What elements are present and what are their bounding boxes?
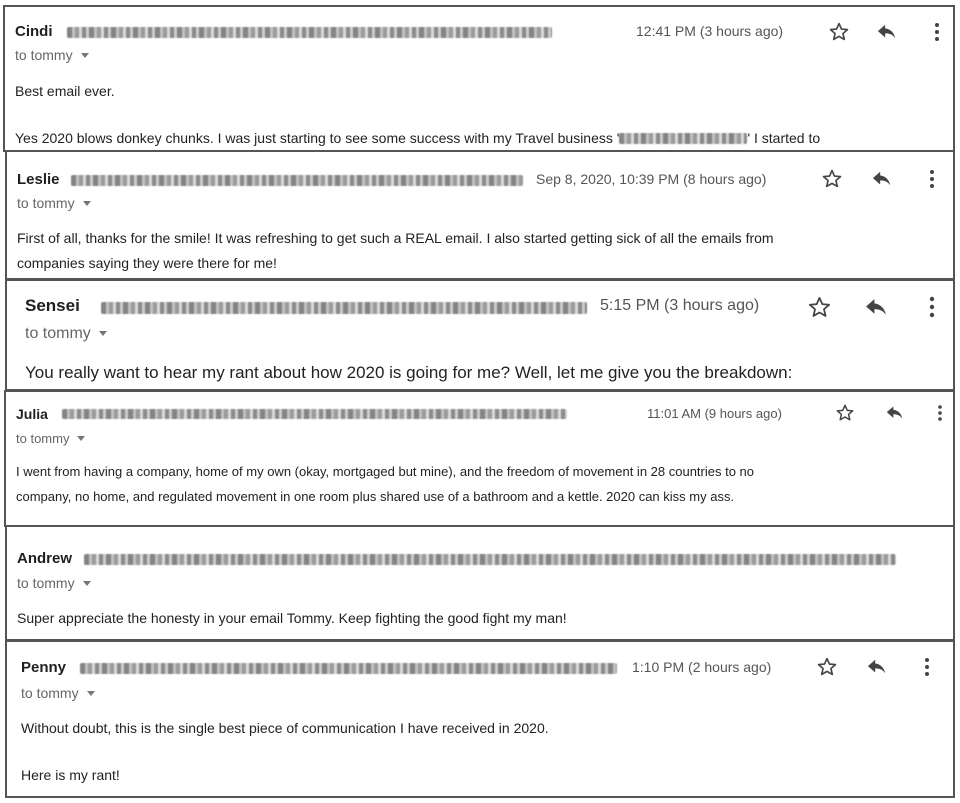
sender-name[interactable]: Cindi [15,23,53,40]
timestamp: Sep 8, 2020, 10:39 PM (8 hours ago) [536,171,767,187]
message-body-line: Super appreciate the honesty in your email Tommy. Keep fighting the good fight my man! [17,610,567,626]
redacted-email-address [80,663,617,674]
chevron-down-icon [99,331,107,336]
recipient-toggle[interactable] [25,325,107,343]
message-body-line: First of all, thanks for the smile! It was refreshing to get such a REAL email. I also started getting sick of all the emails from [17,230,774,246]
email-message-cindi[interactable] [3,5,955,152]
timestamp: 11:01 AM (9 hours ago) [647,406,782,421]
redacted-business-name [619,133,747,144]
star-icon[interactable] [803,292,835,322]
redacted-email-address [71,175,523,186]
message-body-line: I went from having a company, home of my own (okay, mortgaged but mine), and the freedom of movement in 28 countries to no [16,464,755,479]
sender-name[interactable]: Leslie [17,171,60,188]
reply-icon[interactable] [863,654,891,680]
message-body-line: company, no home, and regulated movement in one room plus shared use of a bathroom and a kettle. 2020 can kiss my ass. [16,489,735,504]
email-message-julia[interactable] [4,390,955,527]
message-body-line: Best email ever. [15,83,115,99]
chevron-down-icon [83,581,91,586]
redacted-email-address [67,27,552,38]
recipient-toggle[interactable] [17,195,91,211]
recipient-toggle[interactable] [21,685,95,701]
redacted-email-address [84,554,896,565]
recipient-label: to tommy [16,431,70,446]
redacted-email-address [101,302,587,314]
star-icon[interactable] [832,401,858,425]
more-options-icon[interactable] [931,401,949,425]
chevron-down-icon [83,201,91,206]
email-message-leslie[interactable] [5,150,955,280]
chevron-down-icon [87,691,95,696]
timestamp: 5:15 PM (3 hours ago) [600,297,760,314]
timestamp: 12:41 PM (3 hours ago) [636,23,784,39]
message-body-line: Yes 2020 blows donkey chunks. I was just starting to see some success with my Travel business ' ' I started to [15,130,821,146]
more-options-icon[interactable] [917,654,937,680]
recipient-toggle[interactable] [15,47,89,63]
more-options-icon[interactable] [922,166,942,192]
sender-name[interactable]: Sensei [25,296,80,315]
message-body-line: Without doubt, this is the single best piece of communication I have received in 2020. [21,720,549,736]
reply-icon[interactable] [882,401,908,425]
recipient-toggle[interactable] [17,575,91,591]
redacted-email-address [62,409,567,419]
recipient-toggle[interactable] [16,431,85,446]
email-message-sensei[interactable] [5,279,955,391]
star-icon[interactable] [818,166,846,192]
email-message-andrew[interactable] [5,525,955,641]
chevron-down-icon [81,53,89,58]
recipient-label: to tommy [25,325,91,342]
recipient-label: to tommy [17,195,75,211]
message-body-line: companies saying they were there for me! [17,255,277,271]
sender-name[interactable]: Julia [16,406,48,422]
message-body-line: You really want to hear my rant about how 2020 is going for me? Well, let me give you the breakdown: [25,363,793,382]
message-body-line: Here is my rant! [21,767,120,783]
recipient-label: to tommy [17,575,75,591]
star-icon[interactable] [813,654,841,680]
sender-name[interactable]: Andrew [17,550,73,567]
timestamp: 1:10 PM (2 hours ago) [632,659,772,675]
recipient-label: to tommy [21,685,79,701]
reply-icon[interactable] [873,19,901,45]
email-message-penny[interactable] [5,640,955,798]
more-options-icon[interactable] [927,19,947,45]
chevron-down-icon [77,436,85,441]
recipient-label: to tommy [15,47,73,63]
sender-name[interactable]: Penny [21,659,67,676]
star-icon[interactable] [825,19,853,45]
reply-icon[interactable] [868,166,896,192]
more-options-icon[interactable] [921,292,943,322]
reply-icon[interactable] [860,292,892,322]
